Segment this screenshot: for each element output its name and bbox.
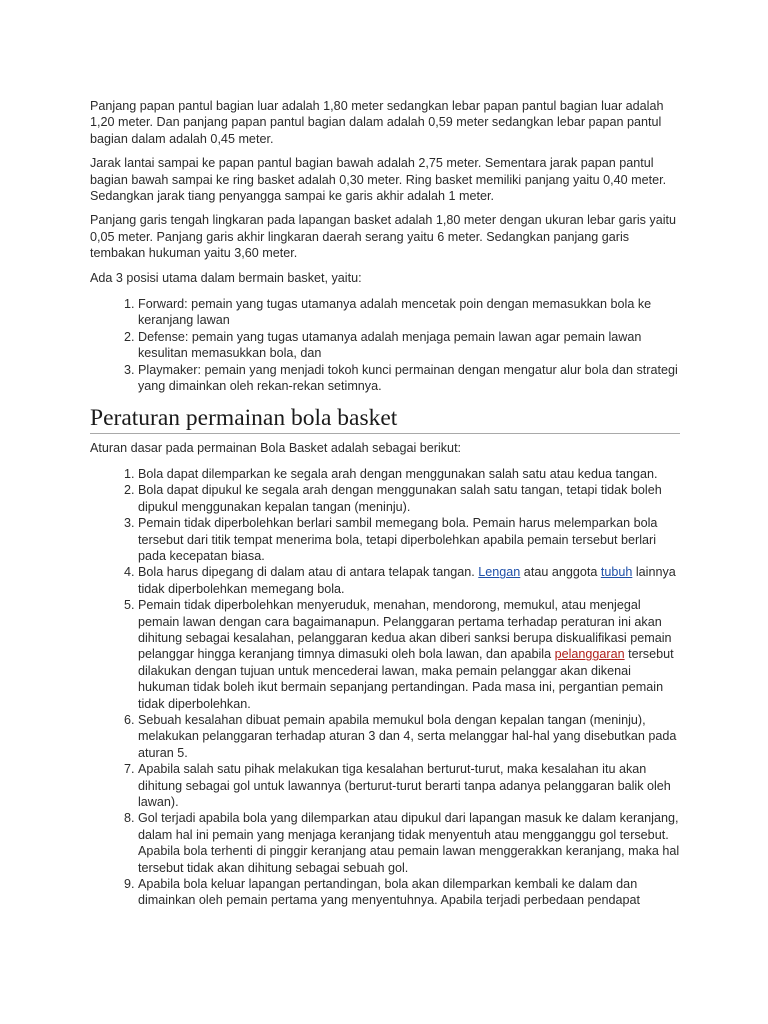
rules-intro: Aturan dasar pada permainan Bola Basket adalah sebagai berikut: [90, 440, 462, 455]
paragraph-positions-intro: Ada 3 posisi utama dalam bermain basket, yaitu: [90, 270, 362, 285]
rule-text: tersebut dilakukan dengan tujuan untuk mencederai lawan, maka pemain pelanggar akan dikenai hukuman tidak boleh ikut bermain sepanjang pertandingan. Pada masa ini, pergantian pemain tidak diperbolehkan. [138, 647, 674, 711]
rule-text: atau anggota [520, 565, 601, 580]
list-item: 2. Defense: pemain yang tugas utamanya adalah menjaga pemain lawan agar pemain lawan kesulitan memasukkan bola, dan [138, 329, 680, 362]
rule-text: Pemain tidak diperbolehkan menyeruduk, menahan, mendorong, memukul, atau menjegal pemain lawan dengan cara bagaimanapun. Pelanggaran pertama terhadap peraturan ini akan dihitung sebagai kesalahan, pelanggaran kedua akan diberi sanksi berupa diskualifikasi pemain pelanggar hingga keranjang timnya dimasuki oleh bola lawan, dan apabila [138, 598, 672, 662]
link-lengan[interactable]: Lengan [478, 565, 521, 580]
paragraph-backboard: Panjang papan pantul bagian luar adalah 1,80 meter sedangkan lebar papan pantul bagian luar adalah 1,20 meter. Dan panjang papan pantul bagian dalam adalah 0,59 meter sedangkan lebar papan pantul bagian dalam adalah 0,45 meter. [90, 99, 664, 146]
list-item: 8. Gol terjadi apabila bola yang dilemparkan atau dipukul dari lapangan masuk ke dalam keranjang, dalam hal ini pemain yang menjaga keranjang tidak menyentuh atau mengganggu gol tersebut. Apabila bola terhenti di pinggir keranjang atau pemain lawan menggerakkan keranjang, maka hal tersebut tidak akan dihitung sebagai sebuah gol. [138, 810, 680, 876]
section-heading: Peraturan permainan bola basket [90, 405, 680, 434]
list-item: 3. Pemain tidak diperbolehkan berlari sambil memegang bola. Pemain harus melemparkan bola tersebut dari titik tempat menerima bola, tetapi diperbolehkan apabila pemain tersebut berlari pada kecepatan biasa. [138, 515, 680, 564]
list-item: 3. Playmaker: pemain yang menjadi tokoh kunci permainan dengan mengatur alur bola dan strategi yang dimainkan oleh rekan-rekan setimnya. [138, 362, 680, 395]
list-item [138, 597, 680, 712]
paragraph-court-lines: Panjang garis tengah lingkaran pada lapangan basket adalah 1,80 meter dengan ukuran lebar garis yaitu 0,05 meter. Panjang garis akhir lingkaran daerah serang yaitu 6 meter. Sedangkan panjang garis tembakan hukuman yaitu 3,60 meter. [90, 213, 677, 261]
paragraph-distances: Jarak lantai sampai ke papan pantul bagian bawah adalah 2,75 meter. Sementara jarak papan pantul bagian bawah sampai ke ring basket adalah 0,30 meter. Ring basket memiliki panjang yaitu 0,40 meter. Sedangkan jarak tiang penyangga sampai ke garis akhir adalah 1 meter. [90, 156, 667, 204]
rules-list [90, 466, 680, 909]
rule-text: lainnya tidak diperbolehkan memegang bola. [138, 565, 676, 596]
list-item: 2. Bola dapat dipukul ke segala arah dengan menggunakan salah satu tangan, tetapi tidak boleh dipukul menggunakan kepalan tangan (meninju). [138, 482, 680, 515]
rule-text: Bola harus dipegang di dalam atau di antara telapak tangan. [138, 565, 479, 580]
list-item: 1. Bola dapat dilemparkan ke segala arah dengan menggunakan salah satu atau kedua tangan. [138, 466, 680, 482]
document-page [90, 98, 680, 917]
link-pelanggaran[interactable]: pelanggaran [554, 647, 625, 662]
list-item: 1. Forward: pemain yang tugas utamanya adalah mencetak poin dengan memasukkan bola ke keranjang lawan [138, 296, 680, 329]
list-item: 6. Sebuah kesalahan dibuat pemain apabila memukul bola dengan kepalan tangan (meninju), melakukan pelanggaran terhadap aturan 3 dan 4, serta melanggar hal-hal yang disebutkan pada aturan 5. [138, 712, 680, 761]
list-item [138, 564, 680, 597]
list-item: 7. Apabila salah satu pihak melakukan tiga kesalahan berturut-turut, maka kesalahan itu akan dihitung sebagai gol untuk lawannya (berturut-turut berarti tanpa adanya pelanggaran balik oleh lawan). [138, 761, 680, 810]
link-tubuh[interactable]: tubuh [600, 565, 633, 580]
positions-list [90, 296, 680, 394]
list-item: 9. Apabila bola keluar lapangan pertandingan, bola akan dilemparkan kembali ke dalam dan dimainkan oleh pemain pertama yang menyentuhnya. Apabila terjadi perbedaan pendapat [138, 876, 680, 909]
